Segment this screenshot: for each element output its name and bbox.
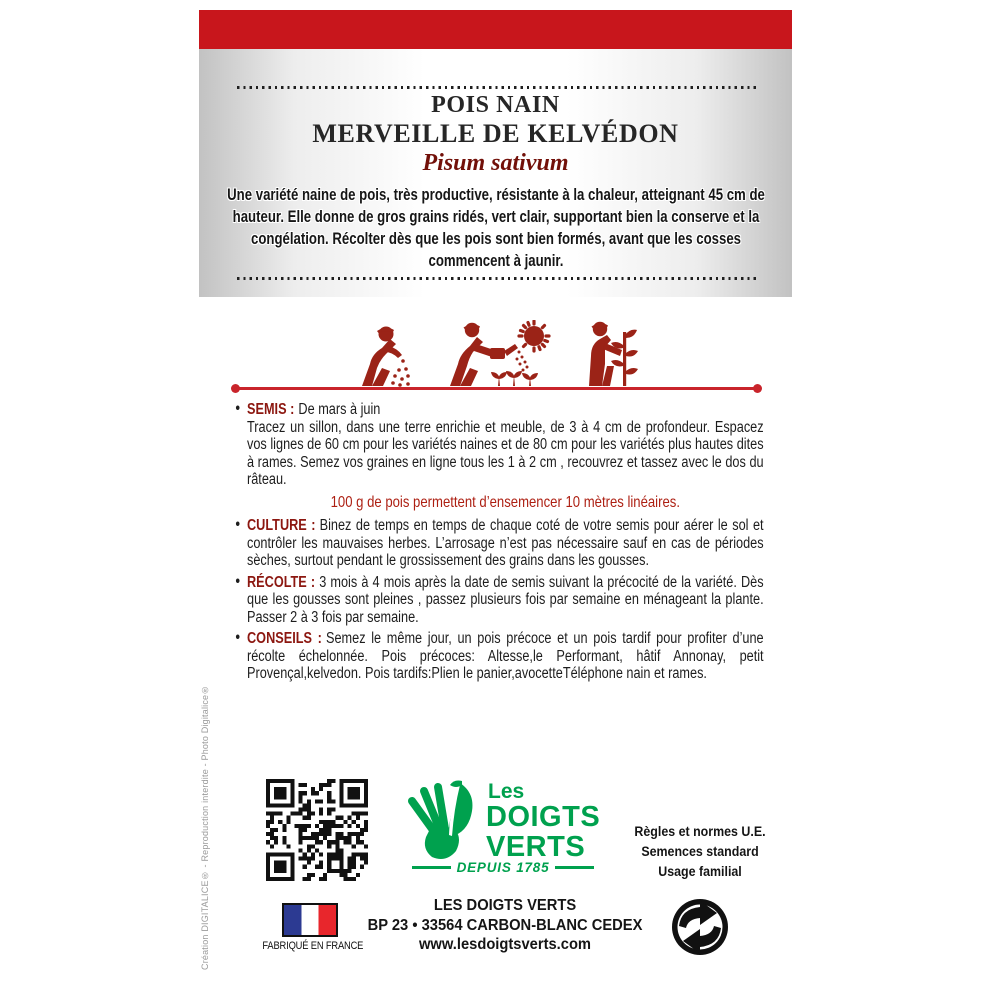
planting-icon xyxy=(576,320,642,388)
since-right-rule xyxy=(555,866,594,869)
dotted-separator-bottom xyxy=(237,277,756,280)
qr-code xyxy=(266,779,368,881)
norms-line-2: Semences standard xyxy=(641,844,759,859)
semis-heading-line xyxy=(247,401,764,419)
instructions xyxy=(247,401,764,687)
copyright-credit: Création DIGITALICE® - Reproduction interdite - Photo Digitalice® xyxy=(200,684,210,970)
culture-heading: CULTURE : xyxy=(247,517,316,534)
french-flag-icon xyxy=(282,903,338,937)
norms-block xyxy=(625,822,776,882)
brand-les: Les xyxy=(488,780,525,803)
brand-logo xyxy=(404,779,600,871)
sun-icon xyxy=(519,321,549,351)
hand-leaf-icon xyxy=(404,779,480,871)
company-website: www.lesdoigtsverts.com xyxy=(418,936,592,953)
top-red-band xyxy=(199,10,792,49)
sowing-icon xyxy=(350,324,412,388)
made-in-france-block xyxy=(254,903,366,952)
semis-intro: De mars à juin xyxy=(298,401,381,418)
conseils-heading: CONSEILS : xyxy=(247,630,322,647)
semis-heading: SEMIS : xyxy=(247,401,295,418)
brand-verts: VERTS xyxy=(486,831,586,863)
latin-name: Pisum sativum xyxy=(422,150,569,176)
brand-logo-text xyxy=(486,779,600,862)
recolte-heading: RÉCOLTE : xyxy=(247,573,316,591)
company-name: LES DOIGTS VERTS xyxy=(433,897,577,914)
product-title: POIS NAIN xyxy=(431,92,560,118)
red-divider-line xyxy=(237,387,756,390)
conseils-body: Semez le même jour, un pois précoce et un pois tardif pour profiter d’une récolte échelonnée. Pois précoces: Altesse,le Performant, hâtif Annonay, petit Provençal,kelvedon. Pois tardifs:Plien le panier,avocetteTéléphone nain et rames. xyxy=(247,630,764,682)
recolte-body: 3 mois à 4 mois après la date de semis suivant la précocité de la variété. Dès que les gousses sont pleines , passez plusieurs fois par semaine en ménageant la plante. Passer 2 à 3 fois par semaine. xyxy=(247,573,764,626)
watering-icon xyxy=(446,320,552,388)
green-dot-recycling-icon xyxy=(670,897,730,957)
variety-title: MERVEILLE DE KELVÉDON xyxy=(312,119,679,148)
since-text: DEPUIS 1785 xyxy=(456,860,550,875)
company-address: BP 23 • 33564 CARBON-BLANC CEDEX xyxy=(367,916,643,934)
recolte-section xyxy=(247,574,764,627)
since-left-rule xyxy=(412,866,451,869)
brand-doigts: DOIGTS xyxy=(486,801,601,833)
semis-body: Tracez un sillon, dans une terre enrichie et meuble, de 3 à 4 cm de profondeur. Espacez vos lignes de 60 cm pour les variétés naines et de 80 cm pour les variétés plus hautes dites à rames. Semez vos graines en ligne tous les 1 à 2 cm , recouvrez et tassez avec le dos du râteau. xyxy=(247,418,764,488)
address-block xyxy=(344,896,666,955)
norms-line-1: Règles et normes U.E. xyxy=(634,824,766,839)
dotted-separator-top xyxy=(237,86,756,89)
made-in-label: FABRIQUÉ EN FRANCE xyxy=(262,940,364,952)
brand-since xyxy=(412,860,594,875)
culture-body: Binez de temps en temps de chaque coté de votre semis pour aérer le sol et contrôler les mauvaises herbes. L’arrosage n’est pas nécessaire sauf en cas de périodes sèches, surtout pendant le grossissement des grains dans les gousses. xyxy=(247,517,764,569)
culture-section xyxy=(247,517,764,570)
variety-description: Une variété naine de pois, très productive, résistante à la chaleur, atteignant 45 cm de hauteur. Elle donne de gros grains ridés, vert clair, supportant bien la conserve et la congélation. Récolter dès que les pois sont bien formés, avant que les cosses commencent à jaunir. xyxy=(227,186,765,270)
semis-highlight: 100 g de pois permettent d’ensemencer 10 mètres linéaires. xyxy=(330,493,680,511)
conseils-section xyxy=(247,630,764,683)
norms-line-3: Usage familial xyxy=(658,864,742,879)
seedlings xyxy=(491,371,538,386)
